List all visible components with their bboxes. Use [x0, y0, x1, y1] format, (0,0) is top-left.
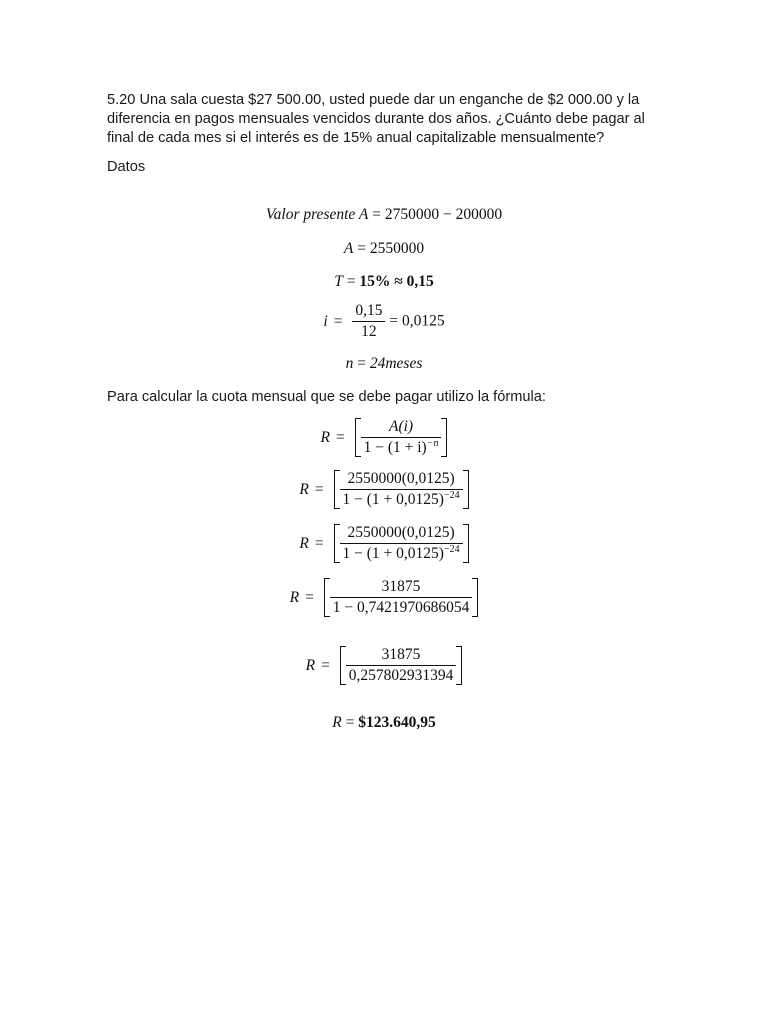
formula-general: R = $\frac{A(i)}{1 - (1 + i)^{-n}}$ [0, 418, 768, 457]
equation-a: A = 2550000 [343, 240, 425, 257]
fraction-denominator: 12 [352, 321, 385, 341]
equation-rhs: 15% ≈ 0,15 [359, 273, 434, 290]
bracket [334, 470, 469, 509]
final-result: R = $123.640,95 [332, 714, 436, 731]
equation-lhs: Valor presente A [265, 206, 369, 223]
formula-lhs: R [299, 534, 309, 552]
bracket [340, 646, 463, 685]
fraction-denominator: 1 − 0,7421970686054 [330, 597, 473, 617]
bracket [334, 524, 469, 563]
fraction-denominator: $1 - (1 + i)^{-n}$ [361, 437, 442, 457]
equation-n: n = 24meses [345, 355, 423, 372]
fraction [346, 646, 457, 685]
fraction [340, 470, 463, 509]
bracket [355, 418, 448, 457]
fraction [361, 418, 442, 457]
formula-substituted-2: R = $\frac{2550000(0,0125)}{1 - (1 + 0,0125)^{-24}}$ [0, 524, 768, 563]
result-lhs: R [332, 714, 342, 731]
fraction-numerator: 31875 [381, 646, 421, 663]
fraction-numerator: 0,15 [355, 302, 383, 319]
equation-rhs: 2750000 − 200000 [384, 206, 503, 223]
equation-i: i = $\frac{0,15}{12}$ = 0,0125 [323, 302, 445, 340]
formula-intro: Para calcular la cuota mensual que se debe pagar utilizo la fórmula: [107, 389, 546, 405]
fraction-numerator: A(i) [388, 418, 414, 435]
equation-t: T = 15% ≈ 0,15 [334, 273, 434, 290]
fraction-numerator: 2550000(0,0125) [347, 470, 455, 487]
fraction [340, 524, 463, 563]
equation-valor-presente: Valor presente A = 2750000 − 200000 [265, 206, 503, 223]
formula-simplified-2: R = $\frac{31875}{0,257802931394}$ [0, 646, 768, 685]
fraction [330, 578, 473, 617]
formula-substituted-1: R = $\frac{2550000(0,0125)}{1 - (1 + 0,0125)^{-24}}$ [0, 470, 768, 509]
fraction [352, 302, 385, 341]
formula-lhs: R [299, 480, 309, 498]
equation-lhs: A [343, 240, 354, 257]
equation-lhs: n [345, 355, 354, 372]
equation-lhs: T [334, 273, 343, 290]
formula-lhs: R [289, 588, 300, 606]
exponent: −24 [443, 489, 460, 501]
equation-result: = 0,0125 [389, 312, 445, 330]
fraction-numerator: 31875 [381, 578, 421, 595]
equation-lhs: i [323, 312, 328, 330]
equation-rhs: 24meses [369, 355, 423, 372]
bracket [324, 578, 479, 617]
fraction-denominator: $1 - (1 + 0,0125)^{-24}$ [340, 543, 463, 563]
fraction-numerator: 2550000(0,0125) [347, 524, 455, 541]
formula-simplified-1: R = $\frac{31875}{1 - 0,7421970686054}$ [0, 578, 768, 617]
formula-lhs: R [305, 656, 316, 674]
problem-statement: 5.20 Una sala cuesta $27 500.00, usted puede dar un enganche de $2 000.00 y la diferencia en pagos mensuales vencidos durante dos años. ¿Cuánto debe pagar al final de cada mes si el interés es de 15% anual capitalizable mensualmente? [107, 92, 645, 146]
formula-lhs: R [320, 428, 330, 446]
datos-label: Datos [107, 159, 146, 175]
equation-rhs: 2550000 [369, 240, 425, 257]
fraction-denominator: $1 - (1 + 0,0125)^{-24}$ [340, 489, 463, 509]
result-value: $123.640,95 [358, 714, 436, 731]
exponent: −24 [443, 543, 460, 555]
fraction-denominator: 0,257802931394 [346, 665, 457, 685]
exponent: −n [426, 437, 439, 449]
